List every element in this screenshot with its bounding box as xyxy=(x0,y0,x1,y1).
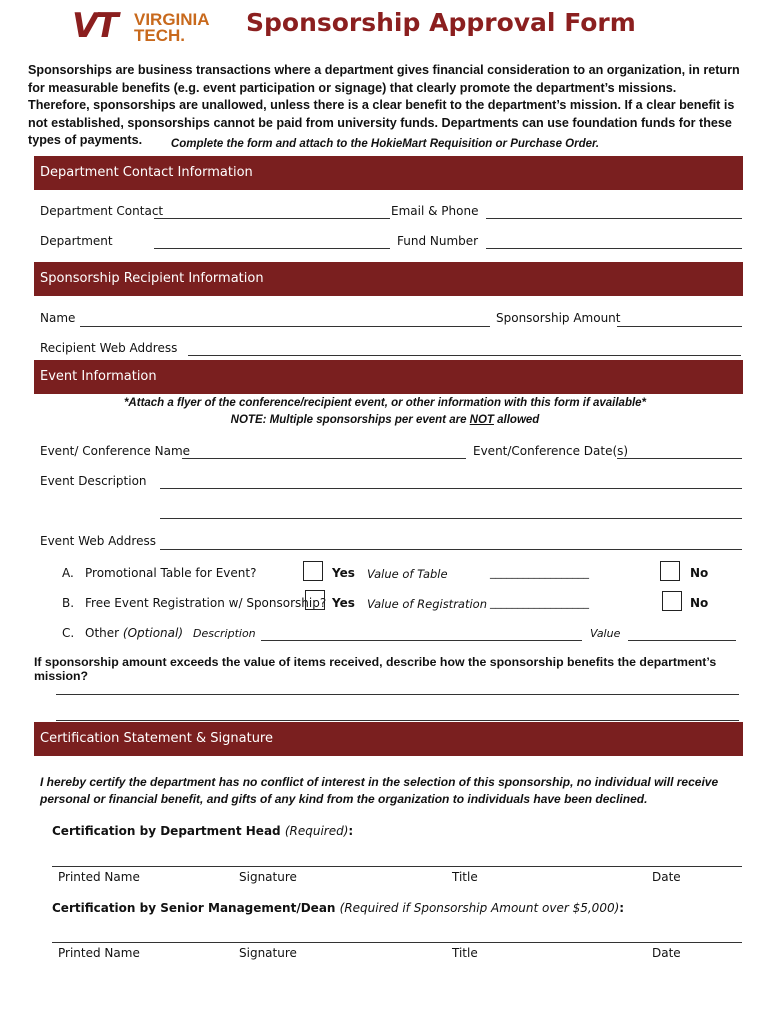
event-web-field[interactable] xyxy=(160,549,742,550)
section-header-department: Department Contact Information xyxy=(34,156,743,190)
dean-date: Date xyxy=(652,946,681,960)
note-suffix: allowed xyxy=(493,414,540,426)
item-b-no-label: No xyxy=(690,596,709,610)
dept-head-heading xyxy=(52,824,353,838)
item-a-yes-checkbox[interactable] xyxy=(303,561,323,581)
event-date-field[interactable] xyxy=(617,458,742,459)
item-a-value-field[interactable]: __________________ xyxy=(490,566,589,579)
intro-paragraph: Sponsorships are business transactions where a department gives financial consideration to an organization, in return for measurable benefits (e.g. event participation or signage) that clearly promote the department’s missions. Therefore, sponsorships are unallowed, unless there is a clear benefit to the department’s mission. If a clear benefit is not established, sponsorships cannot be paid from university funds. Departments can use foundation funds for these types of payments. xyxy=(28,63,740,147)
logo-wordmark xyxy=(134,12,210,44)
item-a-no-label: No xyxy=(690,566,709,580)
fund-number-label: Fund Number xyxy=(397,234,479,248)
sponsorship-amount-label: Sponsorship Amount xyxy=(496,311,621,325)
dept-head-title: Title xyxy=(452,870,478,884)
certification-statement: I hereby certify the department has no conflict of interest in the selection of this sponsorship, no individual will receive personal or financial benefit, and gifts of any kind from the organization to individuals have been declined. xyxy=(40,775,719,806)
dean-colon: : xyxy=(619,901,625,915)
dean-required: (Required if Sponsorship Amount over $5,000) xyxy=(339,901,620,915)
section-header-recipient: Sponsorship Recipient Information xyxy=(34,262,743,296)
dept-head-label: Certification by Department Head xyxy=(52,824,281,838)
dept-head-signature: Signature xyxy=(239,870,297,884)
item-b-yes-checkbox[interactable] xyxy=(305,590,325,610)
item-a-value-label: Value of Table xyxy=(367,567,448,581)
item-b-value-field[interactable]: __________________ xyxy=(490,596,589,609)
event-date-label: Event/Conference Date(s) xyxy=(473,444,629,458)
dean-signature: Signature xyxy=(239,946,297,960)
recipient-web-field[interactable] xyxy=(188,355,741,356)
item-b-letter: B. xyxy=(62,596,75,610)
dean-label: Certification by Senior Management/Dean xyxy=(52,901,336,915)
item-b-no-checkbox[interactable] xyxy=(662,591,682,611)
event-description-label: Event Description xyxy=(40,474,147,488)
mission-benefit-field-line2[interactable] xyxy=(56,720,739,721)
item-b-value-label: Value of Registration xyxy=(367,597,487,611)
fund-number-field[interactable] xyxy=(486,248,742,249)
item-b-label: Free Event Registration w/ Sponsorship? xyxy=(85,596,327,610)
dean-printed-name: Printed Name xyxy=(58,946,140,960)
event-web-label: Event Web Address xyxy=(40,534,156,548)
logo-line2: TECH. xyxy=(134,26,185,45)
other-value-label: Value xyxy=(590,627,621,640)
exceeds-question: If sponsorship amount exceeds the value of items received, describe how the sponsorship benefits the department’s mission? xyxy=(34,655,717,683)
instruction-text: Complete the form and attach to the HokieMart Requisition or Purchase Order. xyxy=(170,138,600,150)
note-prefix: NOTE: Multiple sponsorships per event are xyxy=(230,414,470,426)
other-description-label: Description xyxy=(193,627,256,640)
item-a-yes-label: Yes xyxy=(332,566,355,580)
page-title: Sponsorship Approval Form xyxy=(246,8,636,37)
email-phone-label: Email & Phone xyxy=(391,204,479,218)
dept-head-required: (Required) xyxy=(284,824,349,838)
dept-head-date: Date xyxy=(652,870,681,884)
department-contact-label: Department Contact xyxy=(40,204,164,218)
dean-heading xyxy=(52,901,624,915)
sponsorship-amount-field[interactable] xyxy=(617,326,742,327)
item-a-no-checkbox[interactable] xyxy=(660,561,680,581)
dean-title: Title xyxy=(452,946,478,960)
section-header-event: Event Information xyxy=(34,360,743,394)
department-label: Department xyxy=(40,234,113,248)
multiple-sponsorship-note xyxy=(0,414,770,426)
email-phone-field[interactable] xyxy=(486,218,742,219)
logo-line1: VIRGINIA xyxy=(134,10,210,29)
recipient-web-label: Recipient Web Address xyxy=(40,341,178,355)
other-value-field[interactable] xyxy=(628,640,736,641)
item-c-label xyxy=(85,626,183,640)
item-a-letter: A. xyxy=(62,566,74,580)
department-field[interactable] xyxy=(154,248,390,249)
event-description-field-line2[interactable] xyxy=(160,518,742,519)
dean-signature-line[interactable] xyxy=(52,942,742,943)
note-emphasis: NOT xyxy=(469,414,494,426)
other-optional: (Optional) xyxy=(122,626,184,640)
item-c-letter: C. xyxy=(62,626,75,640)
event-name-field[interactable] xyxy=(182,458,466,459)
event-description-field-line1[interactable] xyxy=(160,488,742,489)
other-description-field[interactable] xyxy=(261,640,582,641)
dept-head-colon: : xyxy=(348,824,354,838)
dept-head-signature-line[interactable] xyxy=(52,866,742,867)
section-header-certification: Certification Statement & Signature xyxy=(34,722,743,756)
event-name-label: Event/ Conference Name xyxy=(40,444,191,458)
dept-head-printed-name: Printed Name xyxy=(58,870,140,884)
item-b-yes-label: Yes xyxy=(332,596,355,610)
department-contact-field[interactable] xyxy=(154,218,390,219)
vt-logo-mark: VT xyxy=(72,6,116,46)
recipient-name-label: Name xyxy=(40,311,76,325)
item-a-label: Promotional Table for Event? xyxy=(85,566,257,580)
virginia-tech-logo xyxy=(72,6,222,48)
other-label: Other xyxy=(85,626,120,640)
mission-benefit-field-line1[interactable] xyxy=(56,694,739,695)
recipient-name-field[interactable] xyxy=(80,326,490,327)
event-flyer-note: *Attach a flyer of the conference/recipient event, or other information with this form if available* xyxy=(123,397,647,409)
